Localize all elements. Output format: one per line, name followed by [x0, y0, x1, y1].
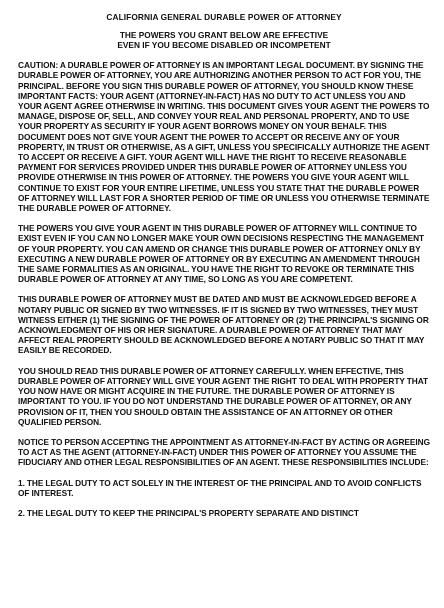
subtitle-line-1: THE POWERS YOU GRANT BELOW ARE EFFECTIVE [119, 30, 329, 41]
execution-requirements-paragraph: THIS DURABLE POWER OF ATTORNEY MUST BE DATED AND MUST BE ACKNOWLEDGED BEFORE A NOTARY PUBLIC OR SIGNED BY TWO WITNESSES. IF IT IS SIGNED BY TWO WITNESSES, THEY MUST WITNESS EITHER (1) THE SIGNING OF THE POWER OF ATTORNEY OR (2) THE PRINCIPAL'S SIGNING OR ACKNOWLEDGMENT OF HIS OR HER SIGNATURE. A DURABLE POWER OF ATTORNEY THAT MAY AFFECT REAL PROPERTY SHOULD BE ACKNOWLEDGED BEFORE A NOTARY PUBLIC SO THAT IT MAY EASILY BE RECORDED. [18, 294, 429, 356]
document-title: CALIFORNIA GENERAL DURABLE POWER OF ATTORNEY [106, 12, 342, 22]
document-subtitle [18, 30, 430, 50]
duty-item-1: 1. THE LEGAL DUTY TO ACT SOLELY IN THE INTEREST OF THE PRINCIPAL AND TO AVOID CONFLICTS OF INTEREST. [18, 477, 422, 498]
powers-continue-paragraph: THE POWERS YOU GIVE YOUR AGENT IN THIS DURABLE POWER OF ATTORNEY WILL CONTINUE TO EXIST EVEN IF YOU CAN NO LONGER MAKE YOUR OWN DECISIONS RESPECTING THE MANAGEMENT OF YOUR PROPERTY. YOU CAN AMEND OR CHANGE THIS DURABLE POWER OF ATTORNEY ONLY BY EXECUTING A NEW DURABLE POWER OF ATTORNEY OR BY EXECUTING AN AMENDMENT THROUGH THE SAME FORMALITIES AS AN ORIGINAL. YOU HAVE THE RIGHT TO REVOKE OR TERMINATE THIS DURABLE POWER OF ATTORNEY AT ANY TIME, SO LONG AS YOU ARE COMPETENT. [18, 223, 425, 285]
subtitle-line-2: EVEN IF YOU BECOME DISABLED OR INCOMPETENT [117, 40, 331, 51]
read-carefully-paragraph: YOU SHOULD READ THIS DURABLE POWER OF ATTORNEY CAREFULLY. WHEN EFFECTIVE, THIS DURABLE POWER OF ATTORNEY WILL GIVE YOUR AGENT THE RIGHT TO DEAL WITH PROPERTY THAT YOU NOW HAVE OR MIGHT ACQUIRE IN THE FUTURE. THE DURABLE POWER OF ATTORNEY IS IMPORTANT TO YOU. IF YOU DO NOT UNDERSTAND THE DURABLE POWER OF ATTORNEY, OR ANY PROVISION OF IT, THEN YOU SHOULD OBTAIN THE ASSISTANCE OF AN ATTORNEY OR OTHER QUALIFIED PERSON. [18, 365, 429, 427]
duty-item-2: 2. THE LEGAL DUTY TO KEEP THE PRINCIPAL'S PROPERTY SEPARATE AND DISTINCT [18, 507, 359, 518]
notice-to-agent-paragraph: NOTICE TO PERSON ACCEPTING THE APPOINTMENT AS ATTORNEY-IN-FACT BY ACTING OR AGREEING TO ACT AS THE AGENT (ATTORNEY-IN-FACT) UNDER THIS POWER OF ATTORNEY YOU ASSUME THE FIDUCIARY AND OTHER LEGAL RESPONSIBILITIES OF AN AGENT. THESE RESPONSIBILITIES INCLUDE: [18, 436, 431, 468]
caution-paragraph: CAUTION: A DURABLE POWER OF ATTORNEY IS AN IMPORTANT LEGAL DOCUMENT. BY SIGNING THE DURABLE POWER OF ATTORNEY, YOU ARE AUTHORIZING ANOTHER PERSON TO ACT FOR YOU, THE PRINCIPAL. BEFORE YOU SIGN THIS DURABLE POWER OF ATTORNEY, YOU SHOULD KNOW THESE IMPORTANT FACTS: YOUR AGENT (ATTORNEY-IN-FACT) HAS NO DUTY TO ACT UNLESS YOU AND YOUR AGENT AGREE OTHERWISE IN WRITING. THIS DOCUMENT GIVES YOUR AGENT THE POWERS TO MANAGE, DISPOSE OF, SELL, AND CONVEY YOUR REAL AND PERSONAL PROPERTY, AND TO USE YOUR PROPERTY AS SECURITY IF YOUR AGENT BORROWS MONEY ON YOUR BEHALF. THIS DOCUMENT DOES NOT GIVE YOUR AGENT THE POWER TO ACCEPT OR RECEIVE ANY OF YOUR PROPERTY, IN TRUST OR OTHERWISE, AS A GIFT, UNLESS YOU SPECIFICALLY AUTHORIZE THE AGENT TO ACCEPT OR RECEIVE A GIFT. YOUR AGENT WILL HAVE THE RIGHT TO RECEIVE REASONABLE PAYMENT FOR SERVICES PROVIDED UNDER THIS DURABLE POWER OF ATTORNEY UNLESS YOU PROVIDE OTHERWISE IN THIS POWER OF ATTORNEY. THE POWERS YOU GIVE YOUR AGENT WILL CONTINUE TO EXIST FOR YOUR ENTIRE LIFETIME, UNLESS YOU STATE THAT THE DURABLE POWER OF ATTORNEY WILL LAST FOR A SHORTER PERIOD OF TIME OR UNLESS YOU OTHERWISE TERMINATE THE DURABLE POWER OF ATTORNEY. [18, 60, 430, 214]
